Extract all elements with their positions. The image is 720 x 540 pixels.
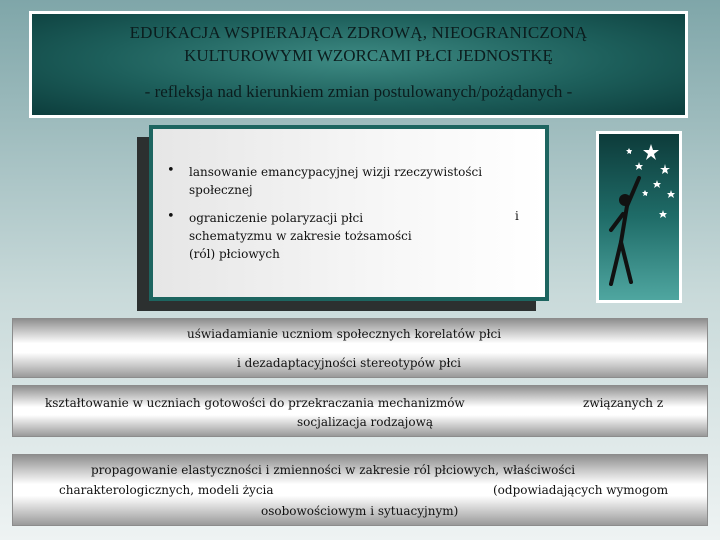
title-line-2: KULTUROWYMI WZORCAMI PŁCI JEDNOSTKĘ xyxy=(184,46,553,65)
bar-awareness xyxy=(12,318,708,378)
bar-flexibility-line-2-right: (odpowiadających wymogom xyxy=(493,483,669,497)
bullet-text: lansowanie emancypacyjnej wizji rzeczywistości społecznej xyxy=(189,165,483,197)
bar-readiness-line-1-right: związanych z xyxy=(583,396,664,410)
title-line-1: EDUKACJA WSPIERAJĄCA ZDROWĄ, NIEOGRANICZONĄ xyxy=(129,23,588,42)
bar-flexibility-line-3: osobowościowym i sytuacyjnym) xyxy=(261,504,459,518)
figure-frame xyxy=(596,131,682,303)
bar-flexibility-line-1: propagowanie elastyczności i zmienności w zakresie ról płciowych, właściwości xyxy=(91,463,576,477)
title-frame xyxy=(29,11,688,118)
bullet-panel xyxy=(149,125,549,301)
bar-readiness-line-1: kształtowanie w uczniach gotowości do przekraczania mechanizmów xyxy=(45,396,465,410)
figure-image xyxy=(599,134,679,300)
bar-awareness-line-2: i dezadaptacyjności stereotypów płci xyxy=(237,356,461,370)
bullet-extra: i xyxy=(515,209,519,223)
bar-awareness-line-1: uświadamianie uczniom społecznych korelatów płci xyxy=(187,327,502,341)
bar-readiness xyxy=(12,385,708,437)
bar-flexibility-line-2-left: charakterologicznych, modeli życia xyxy=(59,483,274,497)
reaching-figure-stars-icon xyxy=(599,134,679,300)
title-box xyxy=(32,14,685,115)
bullet-panel-inner xyxy=(153,129,545,297)
bar-readiness-line-2: socjalizacja rodzajową xyxy=(297,415,434,429)
bullet-marker: • xyxy=(167,209,175,224)
bullet-text: ograniczenie polaryzacji płci schematyzmu w zakresie tożsamości (ról) płciowych xyxy=(189,211,412,261)
bullet-marker: • xyxy=(167,163,175,178)
title-subtitle: - refleksja nad kierunkiem zmian postulowanych/pożądanych - xyxy=(144,82,573,101)
bar-flexibility xyxy=(12,454,708,526)
